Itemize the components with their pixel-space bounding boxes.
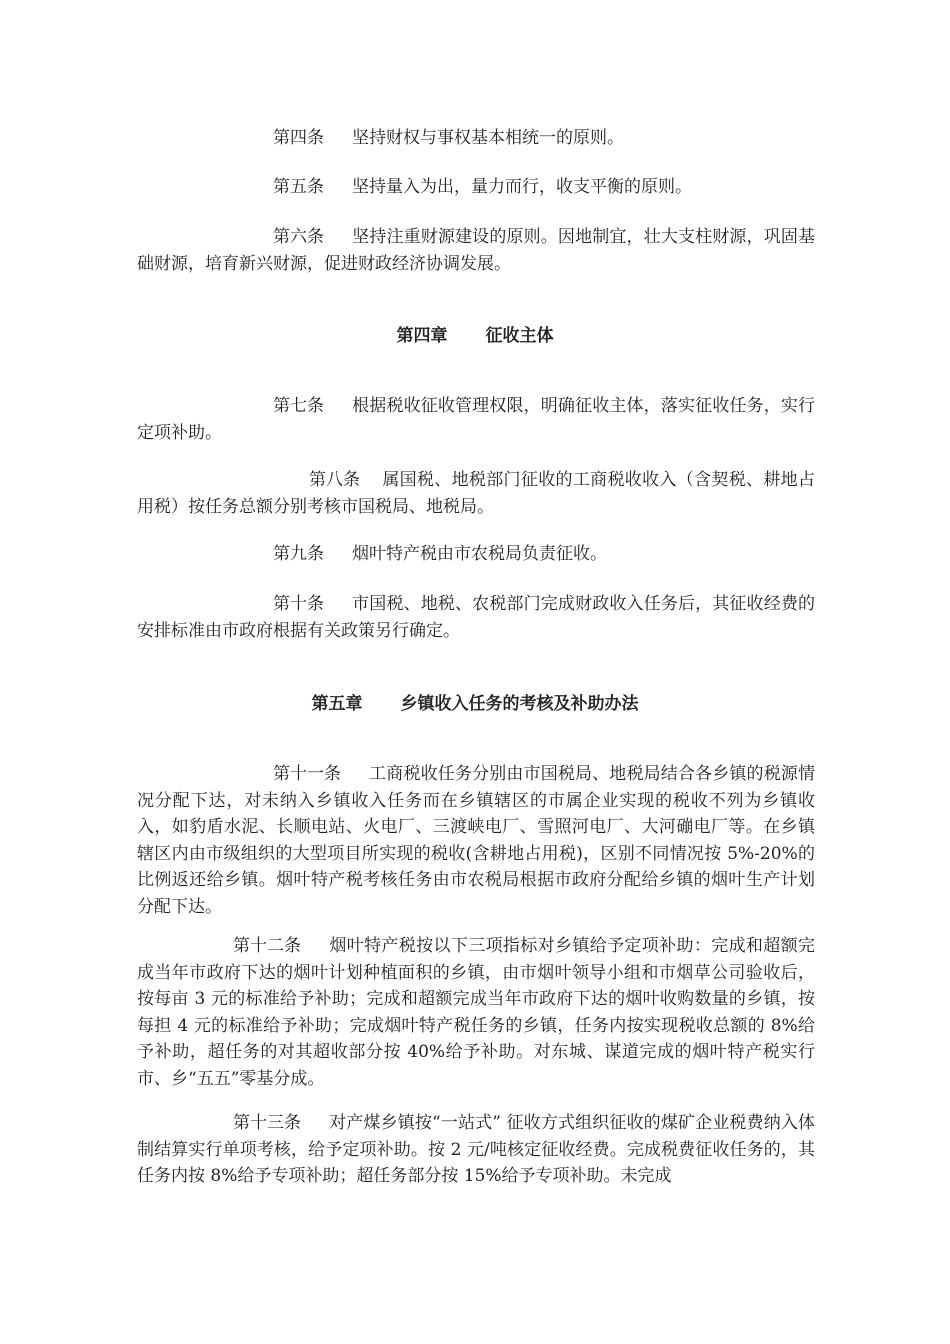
article-text: 烟叶特产税由市农税局负责征收。 [352,544,607,564]
article-label: 第六条 [273,227,324,247]
chapter-title: 乡镇收入任务的考核及补助办法 [400,694,639,714]
article-7 [137,393,815,446]
chapter-5-heading [0,691,950,718]
chapter-number: 第五章 [311,694,363,714]
article-label: 第九条 [273,544,324,564]
article-label: 第五条 [273,177,324,197]
article-label: 第八条 [309,470,360,490]
article-10 [137,591,815,644]
article-text: 坚持财权与事权基本相统一的原则。 [352,128,624,148]
article-text: 坚持量入为出，量力而行，收支平衡的原则。 [352,177,692,197]
article-9 [137,541,815,568]
article-text: 烟叶特产税按以下三项指标对乡镇给予定项补助：完成和超额完成当年市政府下达的烟叶计划种植面积的乡镇，由市烟叶领导小组和市烟草公司验收后，按每亩 3 元的标准给予补助；完成和超额完成当年市政府下达的烟叶收购数量的乡镇，按每担 4 元的标准给予补助；完成烟叶特产税任务的乡镇，任务内按实现税收总额的 8%给予补助，超任务的对其超收部分按 40%给予补助。对东城、谋道完成的烟叶特产税实行市、乡“五五”零基分成。 [137,936,815,1089]
article-text: 坚持注重财源建设的原则。因地制宜，壮大支柱财源，巩固基础财源，培育新兴财源，促进财政经济协调发展。 [137,227,815,274]
article-12 [137,933,815,1092]
article-4 [137,125,815,152]
article-6 [137,224,815,277]
chapter-title: 征收主体 [485,326,554,346]
article-text: 工商税收任务分别由市国税局、地税局结合各乡镇的税源情况分配下达，对未纳入乡镇收入任务而在乡镇辖区的市属企业实现的税收不列为乡镇收入，如豹盾水泥、长顺电站、火电厂、三渡峡电厂、雪照河电厂、大河磞电厂等。在乡镇辖区内由市级组织的大型项目所实现的税收(含耕地占用税)，区别不同情况按 5%-20%的比例返还给乡镇。烟叶特产税考核任务由市农税局根据市政府分配给乡镇的烟叶生产计划分配下达。 [137,764,815,917]
chapter-4-heading [0,323,950,350]
article-8 [137,467,815,520]
article-label: 第七条 [273,396,324,416]
article-label: 第十一条 [273,764,341,784]
article-text: 属国税、地税部门征收的工商税收收入（含契税、耕地占用税）按任务总额分别考核市国税局、地税局。 [137,470,815,517]
article-11 [137,761,815,920]
article-label: 第四条 [273,128,324,148]
article-text: 市国税、地税、农税部门完成财政收入任务后，其征收经费的安排标准由市政府根据有关政策另行确定。 [137,594,815,641]
article-label: 第十三条 [233,1113,301,1133]
chapter-number: 第四章 [396,326,448,346]
article-label: 第十二条 [233,936,301,956]
article-label: 第十条 [273,594,324,614]
article-text: 对产煤乡镇按“一站式” 征收方式组织征收的煤矿企业税费纳入体制结算实行单项考核，给予定项补助。按 2 元/吨核定征收经费。完成税费征收任务的，其任务内按 8%给予专项补助；超任务部分按 15%给予专项补助。未完成 [137,1113,815,1186]
article-5 [137,174,815,201]
article-text: 根据税收征收管理权限，明确征收主体，落实征收任务，实行定项补助。 [137,396,815,443]
article-13 [137,1110,815,1190]
